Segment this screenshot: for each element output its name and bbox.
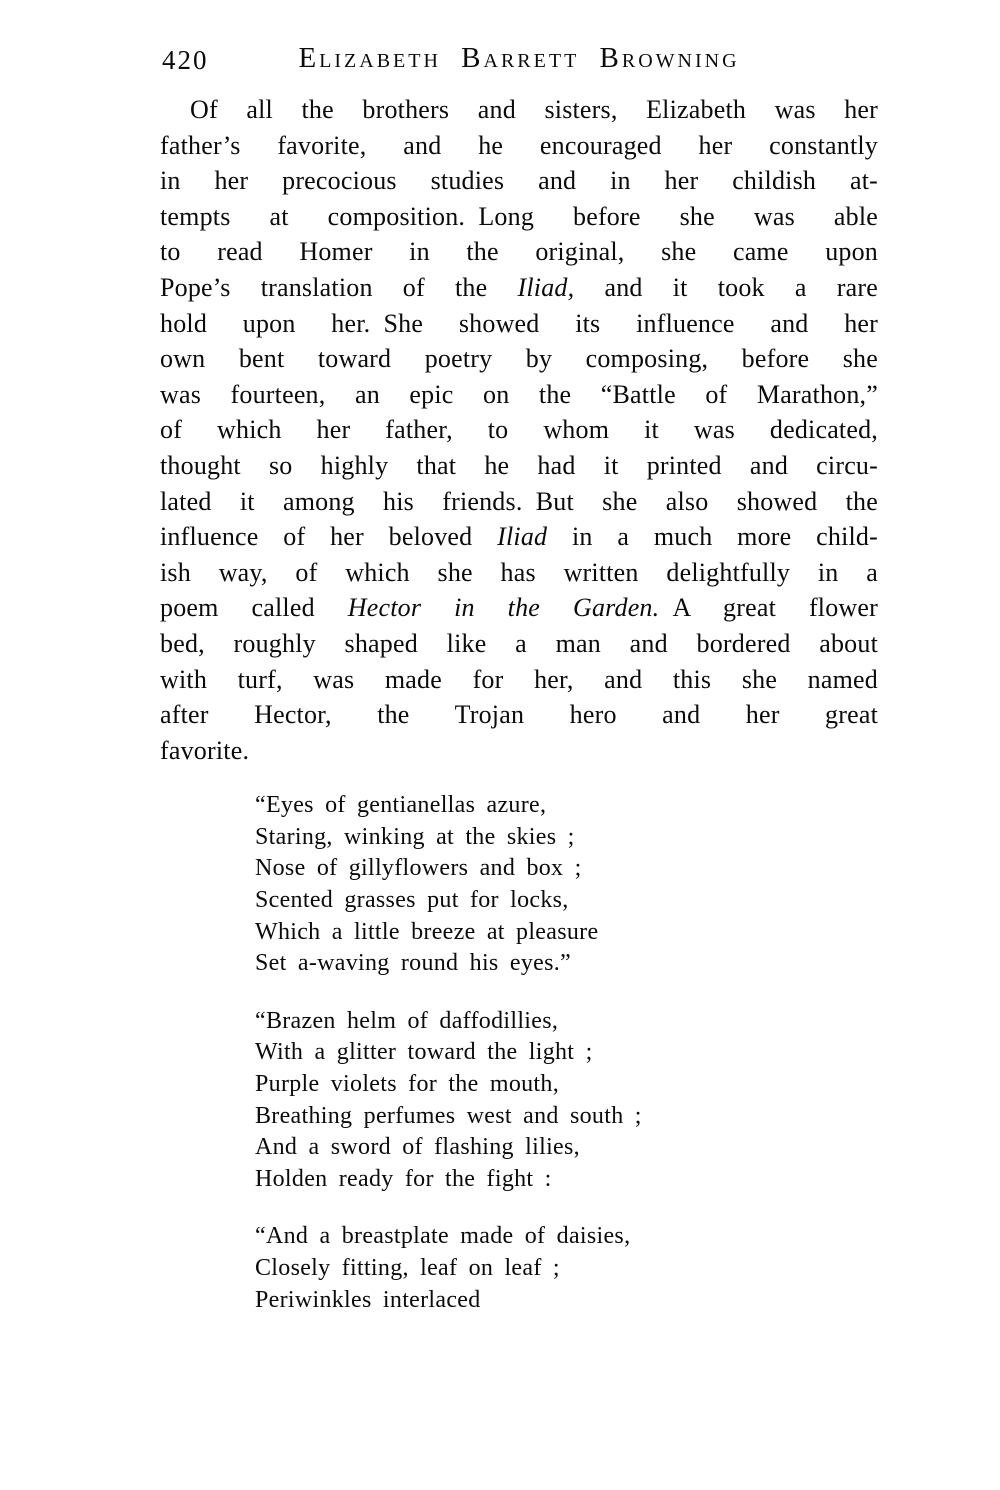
paragraph-line <box>160 590 878 626</box>
text-segment: influence of her beloved <box>160 522 498 552</box>
paragraph-line: Of all the brothers and sisters, Elizabeth was her <box>190 95 878 124</box>
verse-line: “Brazen helm of daffodillies, <box>255 1007 559 1034</box>
body-paragraph <box>160 92 878 768</box>
page-number: 420 <box>162 45 209 75</box>
verse-line: “And a breastplate made of daisies, <box>255 1223 631 1250</box>
text-segment: Pope’s translation of the <box>160 272 518 302</box>
verse-line: Breathing perfumes west and south ; <box>255 1102 642 1129</box>
verse-line: “Eyes of gentianellas azure, <box>255 792 547 819</box>
paragraph-line: own bent toward poetry by composing, before she <box>160 344 878 374</box>
running-head: Elizabeth Barrett Browning <box>298 42 740 74</box>
verse-line: Purple violets for the mouth, <box>255 1071 559 1098</box>
verse-line: Set a-waving round his eyes.” <box>255 950 571 977</box>
poem-excerpt <box>255 790 878 1316</box>
italic-book-title: Iliad <box>497 522 548 552</box>
text-column <box>160 42 878 1342</box>
paragraph-line: bed, roughly shaped like a man and bordered about <box>160 628 878 658</box>
paragraph-line: thought so highly that he had it printed and circu- <box>160 450 878 480</box>
paragraph-line: in her precocious studies and in her childish at- <box>160 166 878 196</box>
verse-line: Staring, winking at the skies ; <box>255 823 575 850</box>
italic-poem-title: Hector in the Garden. <box>347 593 660 623</box>
poem-stanza <box>255 1221 878 1316</box>
paragraph-line: tempts at composition. Long before she was able <box>160 201 878 231</box>
italic-book-title: Iliad, <box>517 272 575 302</box>
text-segment: poem called <box>160 593 348 623</box>
verse-line: Periwinkles interlaced <box>255 1286 481 1313</box>
text-segment: and it took a rare <box>574 272 878 302</box>
text-segment: in a much more child- <box>547 522 878 552</box>
paragraph-line <box>160 270 878 306</box>
paragraph-line: to read Homer in the original, she came upon <box>160 237 878 267</box>
paragraph-line: after Hector, the Trojan hero and her great <box>160 700 878 730</box>
paragraph-line: of which her father, to whom it was dedicated, <box>160 415 878 445</box>
paragraph-line: favorite. <box>160 735 250 765</box>
text-segment: A great flower <box>659 593 878 623</box>
poem-stanza <box>255 1006 878 1196</box>
verse-line: Holden ready for the fight : <box>255 1165 552 1192</box>
verse-line: And a sword of flashing lilies, <box>255 1134 580 1161</box>
verse-line: Nose of gillyflowers and box ; <box>255 855 582 882</box>
paragraph-line: father’s favorite, and he encouraged her constantly <box>160 130 878 160</box>
poem-stanza <box>255 790 878 980</box>
paragraph-line: with turf, was made for her, and this she named <box>160 664 878 694</box>
verse-line: With a glitter toward the light ; <box>255 1039 593 1066</box>
paragraph-line: was fourteen, an epic on the “Battle of Marathon,” <box>160 379 878 409</box>
verse-line: Scented grasses put for locks, <box>255 887 569 914</box>
page-header <box>160 42 878 92</box>
paragraph-line <box>160 519 878 555</box>
verse-line: Closely fitting, leaf on leaf ; <box>255 1255 560 1281</box>
paragraph-line: hold upon her. She showed its influence and her <box>160 308 878 338</box>
paragraph-line: ish way, of which she has written delightfully in a <box>160 557 878 587</box>
verse-line: Which a little breeze at pleasure <box>255 918 599 945</box>
paragraph-line: lated it among his friends. But she also showed the <box>160 486 878 516</box>
